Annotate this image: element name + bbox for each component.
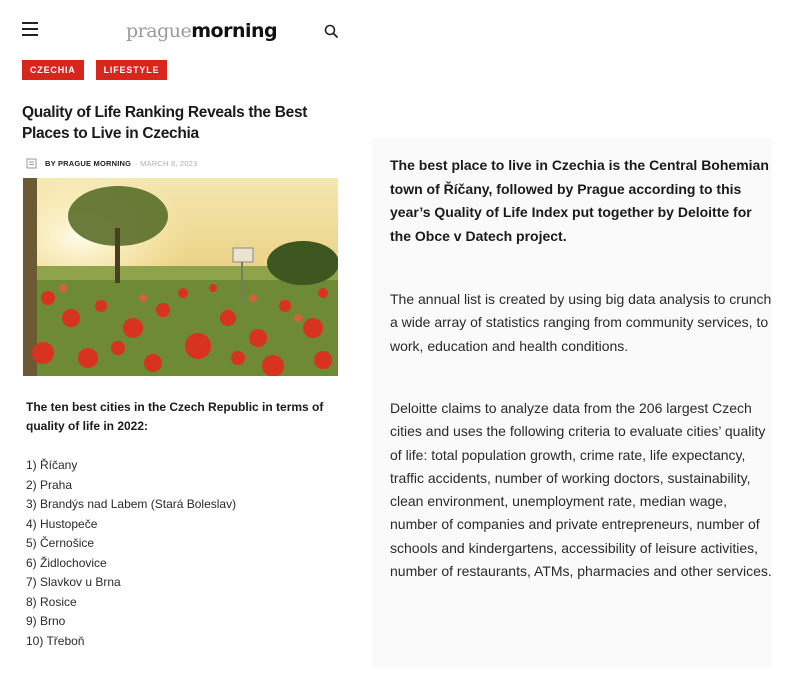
author-icon — [26, 158, 37, 169]
list-item: 5) Černošice — [26, 536, 95, 550]
logo-prague-text: prague — [126, 20, 192, 42]
article-mobile-view — [8, 8, 348, 676]
byline — [26, 158, 197, 169]
list-item: 7) Slavkov u Brna — [26, 575, 121, 589]
list-item: 4) Hustopeče — [26, 516, 98, 531]
list-item: 8) Rosice — [26, 594, 77, 609]
hero-image — [23, 178, 338, 376]
body-paragraph-2: Deloitte claims to analyze data from the 206 largest Czech cities and uses the following criteria to evaluate cities’ quality of life: total population growth, crime rate, life expectancy, traffic accidents, number of working doctors, sustainability, clean environment, unemployment rate, median wage, number of companies and private entrepreneurs, number of schools and kindergartens, accessibility of leisure activities, number of restaurants, ATMs, pharmacies and other services. — [390, 400, 772, 580]
article-body-panel — [372, 138, 772, 668]
tag-czechia[interactable]: CZECHIA — [22, 60, 84, 80]
list-item: 6) Židlochovice — [26, 555, 107, 570]
list-heading: The ten best cities in the Czech Republic in terms of quality of life in 2022: — [26, 400, 324, 433]
list-item: 9) Brno — [26, 614, 66, 628]
hamburger-menu-icon[interactable] — [22, 22, 38, 36]
list-item: 2) Praha — [26, 477, 73, 492]
publish-date: · MARCH 8, 2023 — [135, 159, 198, 168]
city-ranking-list — [26, 456, 236, 651]
author-link[interactable]: BY PRAGUE MORNING — [45, 159, 132, 168]
site-logo[interactable] — [126, 20, 277, 42]
site-header — [8, 8, 348, 52]
list-item: 3) Brandýs nad Labem (Stará Boleslav) — [26, 497, 237, 511]
category-tags — [22, 60, 167, 80]
article-title: Quality of Life Ranking Reveals the Best Places to Live in Czechia — [22, 104, 308, 142]
tag-lifestyle[interactable]: LIFESTYLE — [96, 60, 168, 80]
list-item: 10) Třeboň — [26, 633, 85, 648]
list-item: 1) Říčany — [26, 458, 78, 472]
logo-morning-text: morning — [191, 20, 278, 42]
body-paragraph-1: The annual list is created by using big data analysis to crunch a wide array of statistics ranging from community services, to work, education and health conditions. — [390, 291, 772, 354]
lead-paragraph: The best place to live in Czechia is the Central Bohemian town of Říčany, followed by Prague according to this year’s Quality of Life Index put together by Deloitte for the Obce v Datech project. — [390, 157, 769, 244]
search-icon[interactable] — [324, 24, 338, 38]
